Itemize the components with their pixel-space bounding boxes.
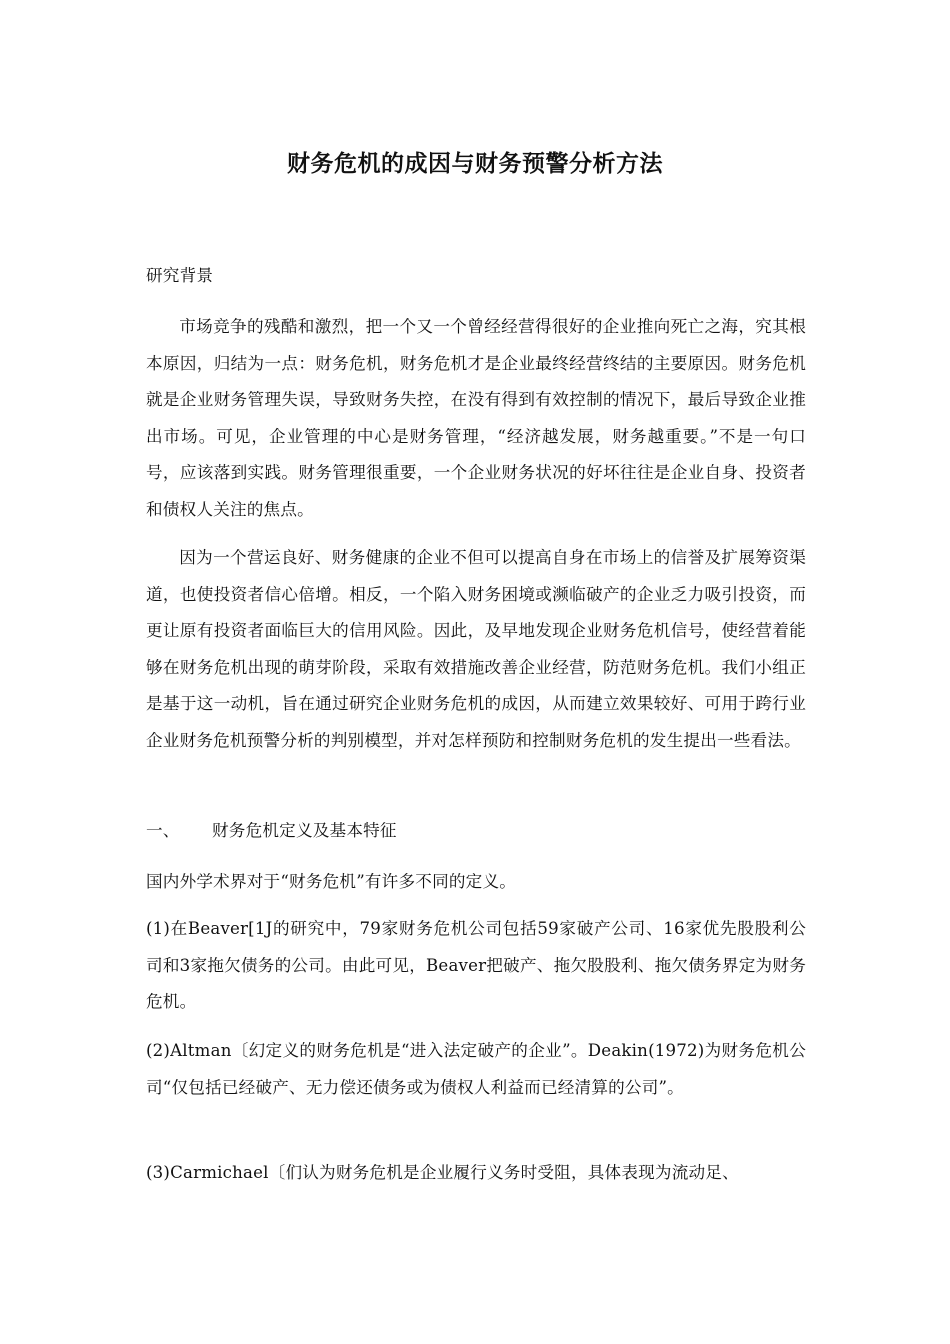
paragraph-background-1: 市场竞争的残酷和激烈，把一个又一个曾经经营得很好的企业推向死亡之海，究其根本原因，归结为一点：财务危机，财务危机才是企业最终经营终结的主要原因。财务危机就是企业财务管理失误，导致财务失控，在没有得到有效控制的情况下，最后导致企业推出市场。可见，企业管理的中心是财务管理，“经济越发展，财务越重要。”不是一句口号，应该落到实践。财务管理很重要，一个企业财务状况的好坏往往是企业自身、投资者和债权人关注的焦点。	[146, 317, 806, 519]
research-background-heading: 研究背景	[146, 266, 214, 285]
document-title: 财务危机的成因与财务预警分析方法	[287, 150, 663, 177]
definition-intro: 国内外学术界对于“财务危机”有许多不同的定义。	[146, 872, 517, 891]
paragraph-background-2: 因为一个营运良好、财务健康的企业不但可以提高自身在市场上的信誉及扩展筹资渠道，也使投资者信心倍增。相反，一个陷入财务困境或濒临破产的企业乏力吸引投资，而更让原有投资者面临巨大的信用风险。因此，及早地发现企业财务危机信号，使经营着能够在财务危机出现的萌芽阶段，采取有效措施改善企业经营，防范财务危机。我们小组正是基于这一动机，旨在通过研究企业财务危机的成因，从而建立效果较好、可用于跨行业企业财务危机预警分析的判别模型，并对怎样预防和控制财务危机的发生提出一些看法。	[146, 548, 806, 750]
definition-item-1: (1)在Beaver[1J的研究中，79家财务危机公司包括59家破产公司、16家优先股股利公司和3家拖欠债务的公司。由此可见，Beaver把破产、拖欠股股利、拖欠债务界定为财务危机。	[146, 919, 806, 1011]
definition-item-3: (3)Carmichael〔们认为财务危机是企业履行义务时受阻，具体表现为流动足、	[146, 1163, 739, 1182]
section-1-number: 一、	[146, 821, 180, 840]
section-1-heading	[146, 813, 806, 850]
section-1-title: 财务危机定义及基本特征	[212, 821, 397, 840]
definition-item-2: (2)Altman〔幻定义的财务危机是“进入法定破产的企业”。Deakin(1972)为财务危机公司“仅包括已经破产、无力偿还债务或为债权人利益而已经清算的公司”。	[146, 1041, 806, 1097]
